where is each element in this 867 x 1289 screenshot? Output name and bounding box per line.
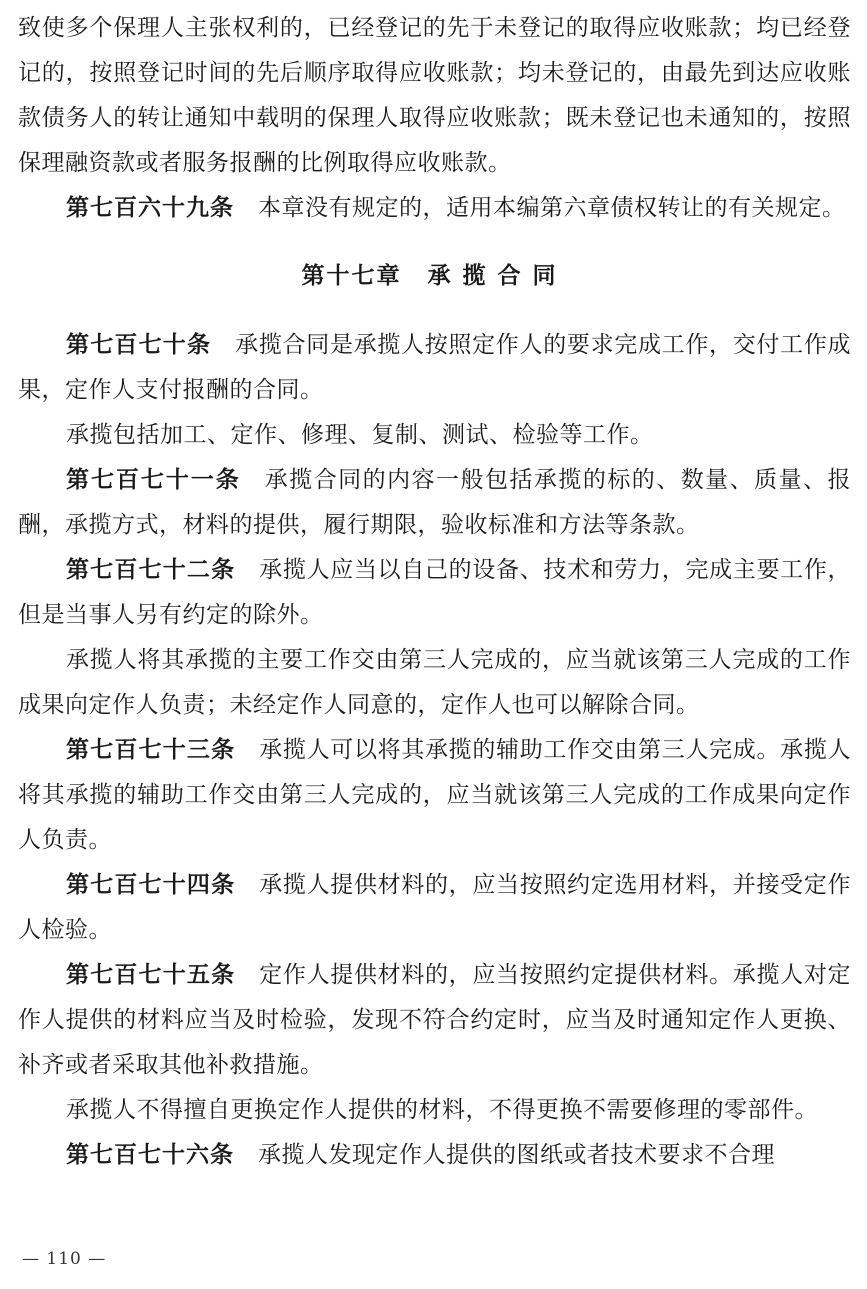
article-773 [18,728,851,863]
article-776-text: 承揽人发现定作人提供的图纸或者技术要求不合理 [258,1142,775,1168]
article-773-number: 第七百七十三条 [66,737,236,763]
article-769-number: 第七百六十九条 [66,195,234,221]
article-771-number: 第七百七十一条 [66,467,241,493]
article-772-paragraph-2: 承揽人将其承揽的主要工作交由第三人完成的，应当就该第三人完成的工作成果向定作人负责；未经定作人同意的，定作人也可以解除合同。 [18,647,851,718]
chapter-title: 承揽合同 [427,263,568,289]
article-776 [18,1133,851,1178]
document-page [18,6,851,1178]
article-773-text: 承揽人可以将其承揽的辅助工作交由第三人完成。承揽人将其承揽的辅助工作交由第三人完成的，应当就该第三人完成的工作成果向定作人负责。 [18,737,852,853]
article-770 [18,323,851,413]
article-769 [18,186,851,231]
article-774-text: 承揽人提供材料的，应当按照约定选用材料，并接受定作人检验。 [18,872,852,943]
continuation-paragraph: 致使多个保理人主张权利的，已经登记的先于未登记的取得应收账款；均已经登记的，按照登记时间的先后顺序取得应收账款；均未登记的，由最先到达应收账款债务人的转让通知中载明的保理人取得应收账款；既未登记也未通知的，按照保理融资款或者服务报酬的比例取得应收账款。 [18,15,851,176]
article-770-text: 承揽合同是承揽人按照定作人的要求完成工作，交付工作成果，定作人支付报酬的合同。 [18,332,852,403]
article-775-text: 定作人提供材料的，应当按照约定提供材料。承揽人对定作人提供的材料应当及时检验，发现不符合约定时，应当及时通知定作人更换、补齐或者采取其他补救措施。 [18,962,852,1078]
article-776-number: 第七百七十六条 [66,1142,234,1168]
page-number: — 110 — [22,1249,107,1269]
article-772-text: 承揽人应当以自己的设备、技术和劳力，完成主要工作，但是当事人另有约定的除外。 [18,557,852,628]
article-771 [18,458,851,548]
chapter-heading [18,254,851,299]
article-769-text: 本章没有规定的，适用本编第六章债权转让的有关规定。 [258,195,846,221]
article-772-number: 第七百七十二条 [66,557,236,583]
article-772 [18,548,851,638]
article-775-number: 第七百七十五条 [66,962,236,988]
article-770-number: 第七百七十条 [66,332,212,358]
article-770-paragraph-2: 承揽包括加工、定作、修理、复制、测试、检验等工作。 [66,422,654,448]
article-771-text: 承揽合同的内容一般包括承揽的标的、数量、质量、报酬，承揽方式，材料的提供，履行期限，验收标准和方法等条款。 [18,467,852,538]
article-774-number: 第七百七十四条 [66,872,236,898]
article-774 [18,863,851,953]
article-775 [18,953,851,1088]
chapter-number: 第十七章 [301,263,402,289]
article-775-paragraph-2: 承揽人不得擅自更换定作人提供的材料，不得更换不需要修理的零部件。 [66,1097,818,1123]
